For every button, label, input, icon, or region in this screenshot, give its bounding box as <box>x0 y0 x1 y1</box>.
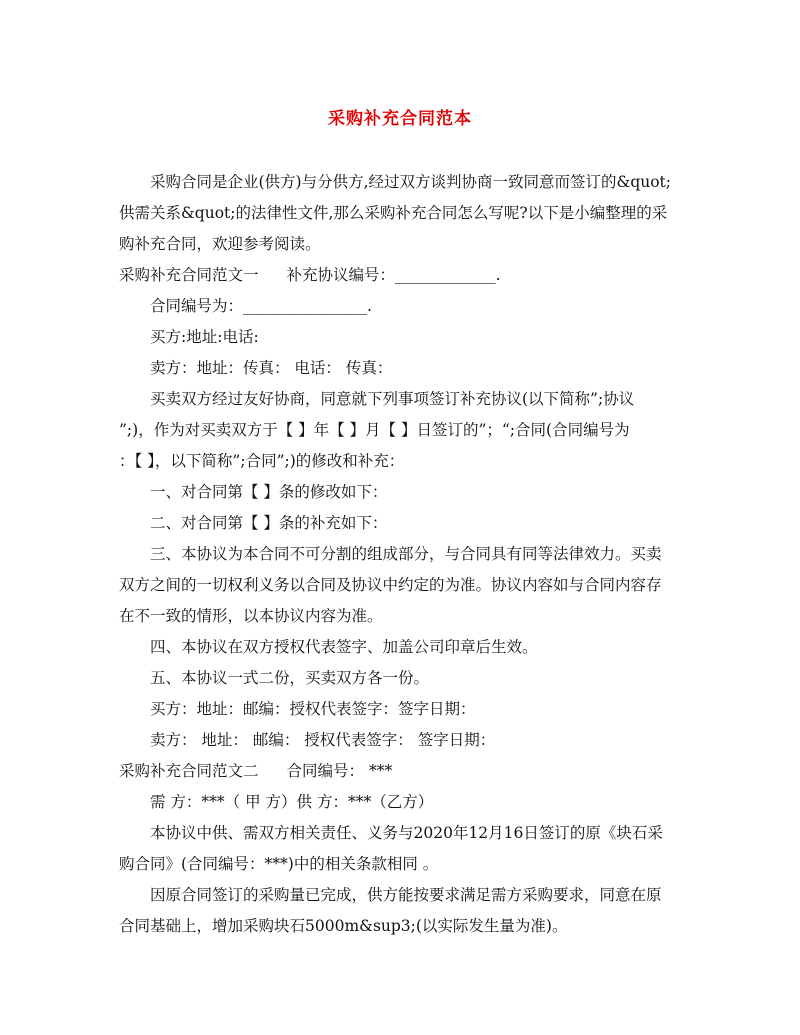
clause-line: 二、对合同第【 】条的补充如下： <box>150 514 388 532</box>
clause-line: 四、本协议在双方授权代表签字、加盖公司印章后生效。 <box>150 638 538 656</box>
paragraph-line: 供需关系&quot;的法律性文件,那么采购补充合同怎么写呢?以下是小编整理的采 <box>119 204 668 222</box>
document-title: 采购补充合同范本 <box>328 109 472 129</box>
contract-number-field: 合同编号为：________________. <box>150 297 372 315</box>
paragraph-line: 购补充合同，欢迎参考阅读。 <box>119 235 321 253</box>
section-heading-line <box>119 759 392 781</box>
section-heading-line <box>119 263 501 285</box>
buyer-info-line: 买方:地址:电话: <box>150 328 259 346</box>
paragraph-line: 本协议中供、需双方相关责任、义务与2020年12月16日签订的原《块石采 <box>150 824 663 842</box>
paragraph-line: ”;)，作为对买卖双方于【 】年【 】月【 】日签订的”；“;合同(合同编号为 <box>119 421 630 439</box>
buyer-signature-line: 买方：地址：邮编：授权代表签字：签字日期： <box>150 700 476 718</box>
clause-line: 双方之间的一切权利义务以合同及协议中约定的为准。协议内容如与合同内容存 <box>119 576 662 594</box>
section-heading: 采购补充合同范文二 <box>119 762 259 780</box>
clause-line: 三、本协议为本合同不可分割的组成部分，与合同具有同等法律效力。买卖 <box>150 545 662 563</box>
clause-line: 一、对合同第【 】条的修改如下： <box>150 483 388 501</box>
parties-line: 需 方：***（ 甲 方）供 方：***（乙方） <box>150 793 434 811</box>
paragraph-line: 买卖双方经过友好协商，同意就下列事项签订补充协议(以下简称”;协议 <box>150 390 635 408</box>
seller-signature-line: 卖方： 地址： 邮编： 授权代表签字： 签字日期： <box>150 731 496 749</box>
seller-info-line: 卖方：地址：传真： 电话： 传真： <box>150 359 393 377</box>
clause-line: 在不一致的情形，以本协议内容为准。 <box>119 607 383 625</box>
paragraph-line: 因原合同签订的采购量已完成，供方能按要求满足需方采购要求，同意在原 <box>150 886 662 904</box>
section-heading: 采购补充合同范文一 <box>119 266 259 284</box>
paragraph-line: 采购合同是企业(供方)与分供方,经过双方谈判协商一致同意而签订的&quot; <box>150 173 672 191</box>
agreement-number-field: 补充协议编号：_____________. <box>286 266 501 284</box>
paragraph-line: 购合同》(合同编号：***)中的相关条款相同 。 <box>119 855 439 873</box>
paragraph-line: 合同基础上，增加采购块石5000m&sup3;(以实际发生量为准)。 <box>119 917 568 935</box>
clause-line: 五、本协议一式二份，买卖双方各一份。 <box>150 669 430 687</box>
paragraph-line: ：【 】，以下简称”;合同”;)的修改和补充： <box>119 452 405 470</box>
contract-number-field: 合同编号： *** <box>286 762 393 780</box>
